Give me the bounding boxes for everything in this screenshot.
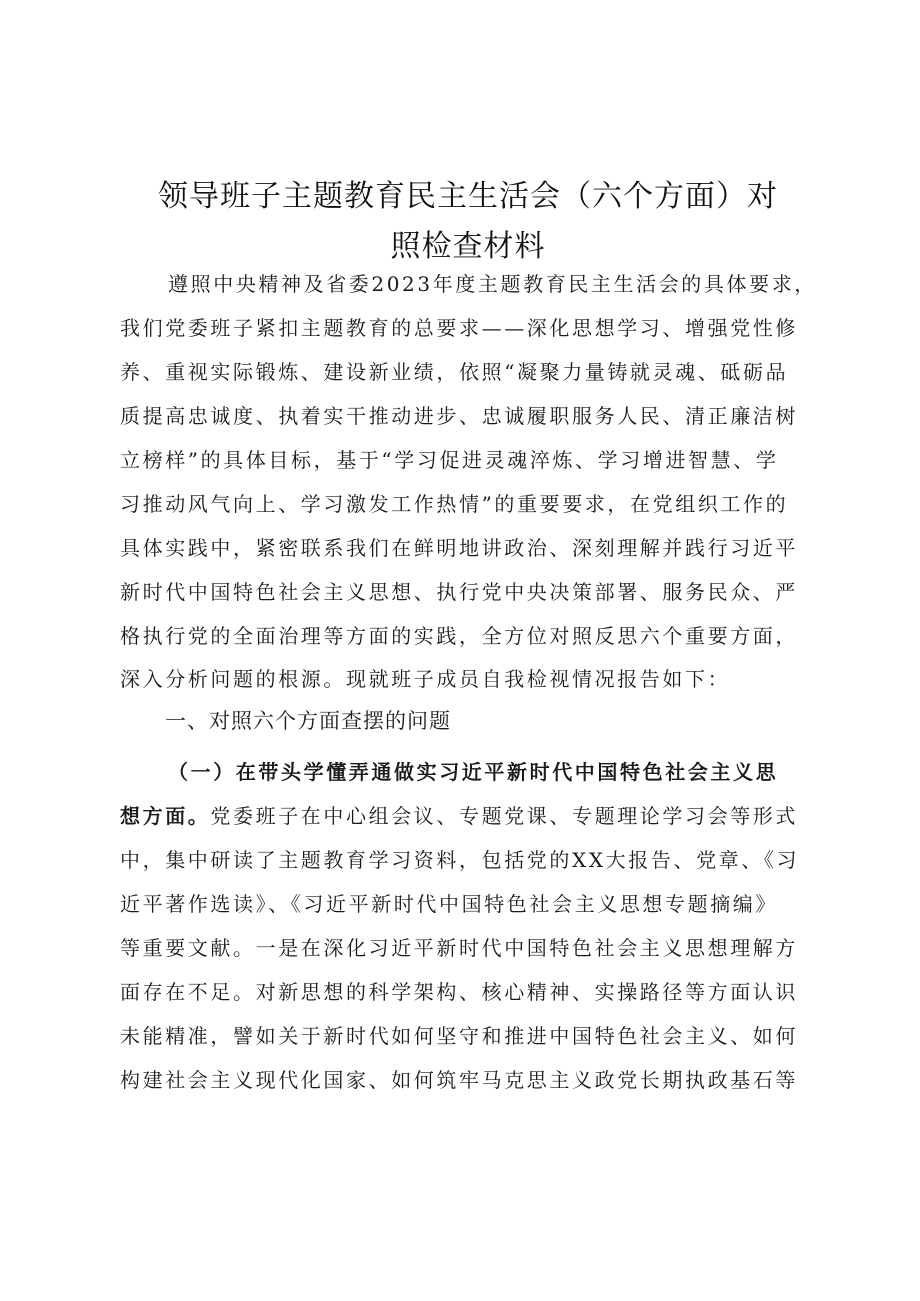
section-heading: 一、对照六个方面查摆的问题 [165,709,451,733]
subsection-text: 党委班子在中心组会议、专题党课、专题理论学习会等形式 [210,804,799,828]
document-title-line-1: 领导班子主题教育民主生活会（六个方面）对 [158,179,778,214]
intro-line: 格执行党的全面治理等方面的实践，全方位对照反思六个重要方面， [120,624,798,648]
intro-line: 立榜样”的具体目标，基于“学习促进灵魂淬炼、学习增进智慧、学 [120,448,779,472]
subsection-heading-end: 想方面。 [120,804,211,828]
body-line: 等重要文献。一是在深化习近平新时代中国特色社会主义思想理解方 [120,936,798,960]
intro-line: 养、重视实际锻炼、建设新业绩，依照“凝聚力量铸就灵魂、砥砺品 [120,360,789,384]
intro-line: 我们党委班子紧扣主题教育的总要求——深化思想学习、增强党性修 [120,316,798,340]
intro-line: 习推动风气向上、学习激发工作热情”的重要要求，在党组织工作的 [120,492,789,516]
subsection-line-2 [120,801,820,831]
body-line: 中，集中研读了主题教育学习资料，包括党的XX大报告、党章、《习 [120,848,800,872]
intro-line: 遵照中央精神及省委2023年度主题教育民主生活会的具体要求， [168,272,817,296]
intro-line: 深入分析问题的根源。现就班子成员自我检视情况报告如下： [120,667,731,691]
body-line: 面存在不足。对新思想的科学架构、核心精神、实操路径等方面认识 [120,980,798,1004]
body-line: 未能精准，譬如关于新时代如何坚守和推进中国特色社会主义、如何 [120,1024,798,1048]
body-line: 构建社会主义现代化国家、如何筑牢马克思主义政党长期执政基石等 [120,1068,798,1092]
subsection-heading-line-1: （一）在带头学懂弄通做实习近平新时代中国特色社会主义思 [168,760,779,784]
document-title-line-2: 照检查材料 [390,229,546,264]
intro-line: 质提高忠诚度、执着实干推动进步、忠诚履职服务人民、清正廉洁树 [120,404,798,428]
intro-line: 具体实践中，紧密联系我们在鲜明地讲政治、深刻理解并践行习近平 [120,536,798,560]
intro-line: 新时代中国特色社会主义思想、执行党中央决策部署、服务民众、严 [120,580,798,604]
body-line: 近平著作选读》、《习近平新时代中国特色社会主义思想专题摘编》 [120,892,778,916]
